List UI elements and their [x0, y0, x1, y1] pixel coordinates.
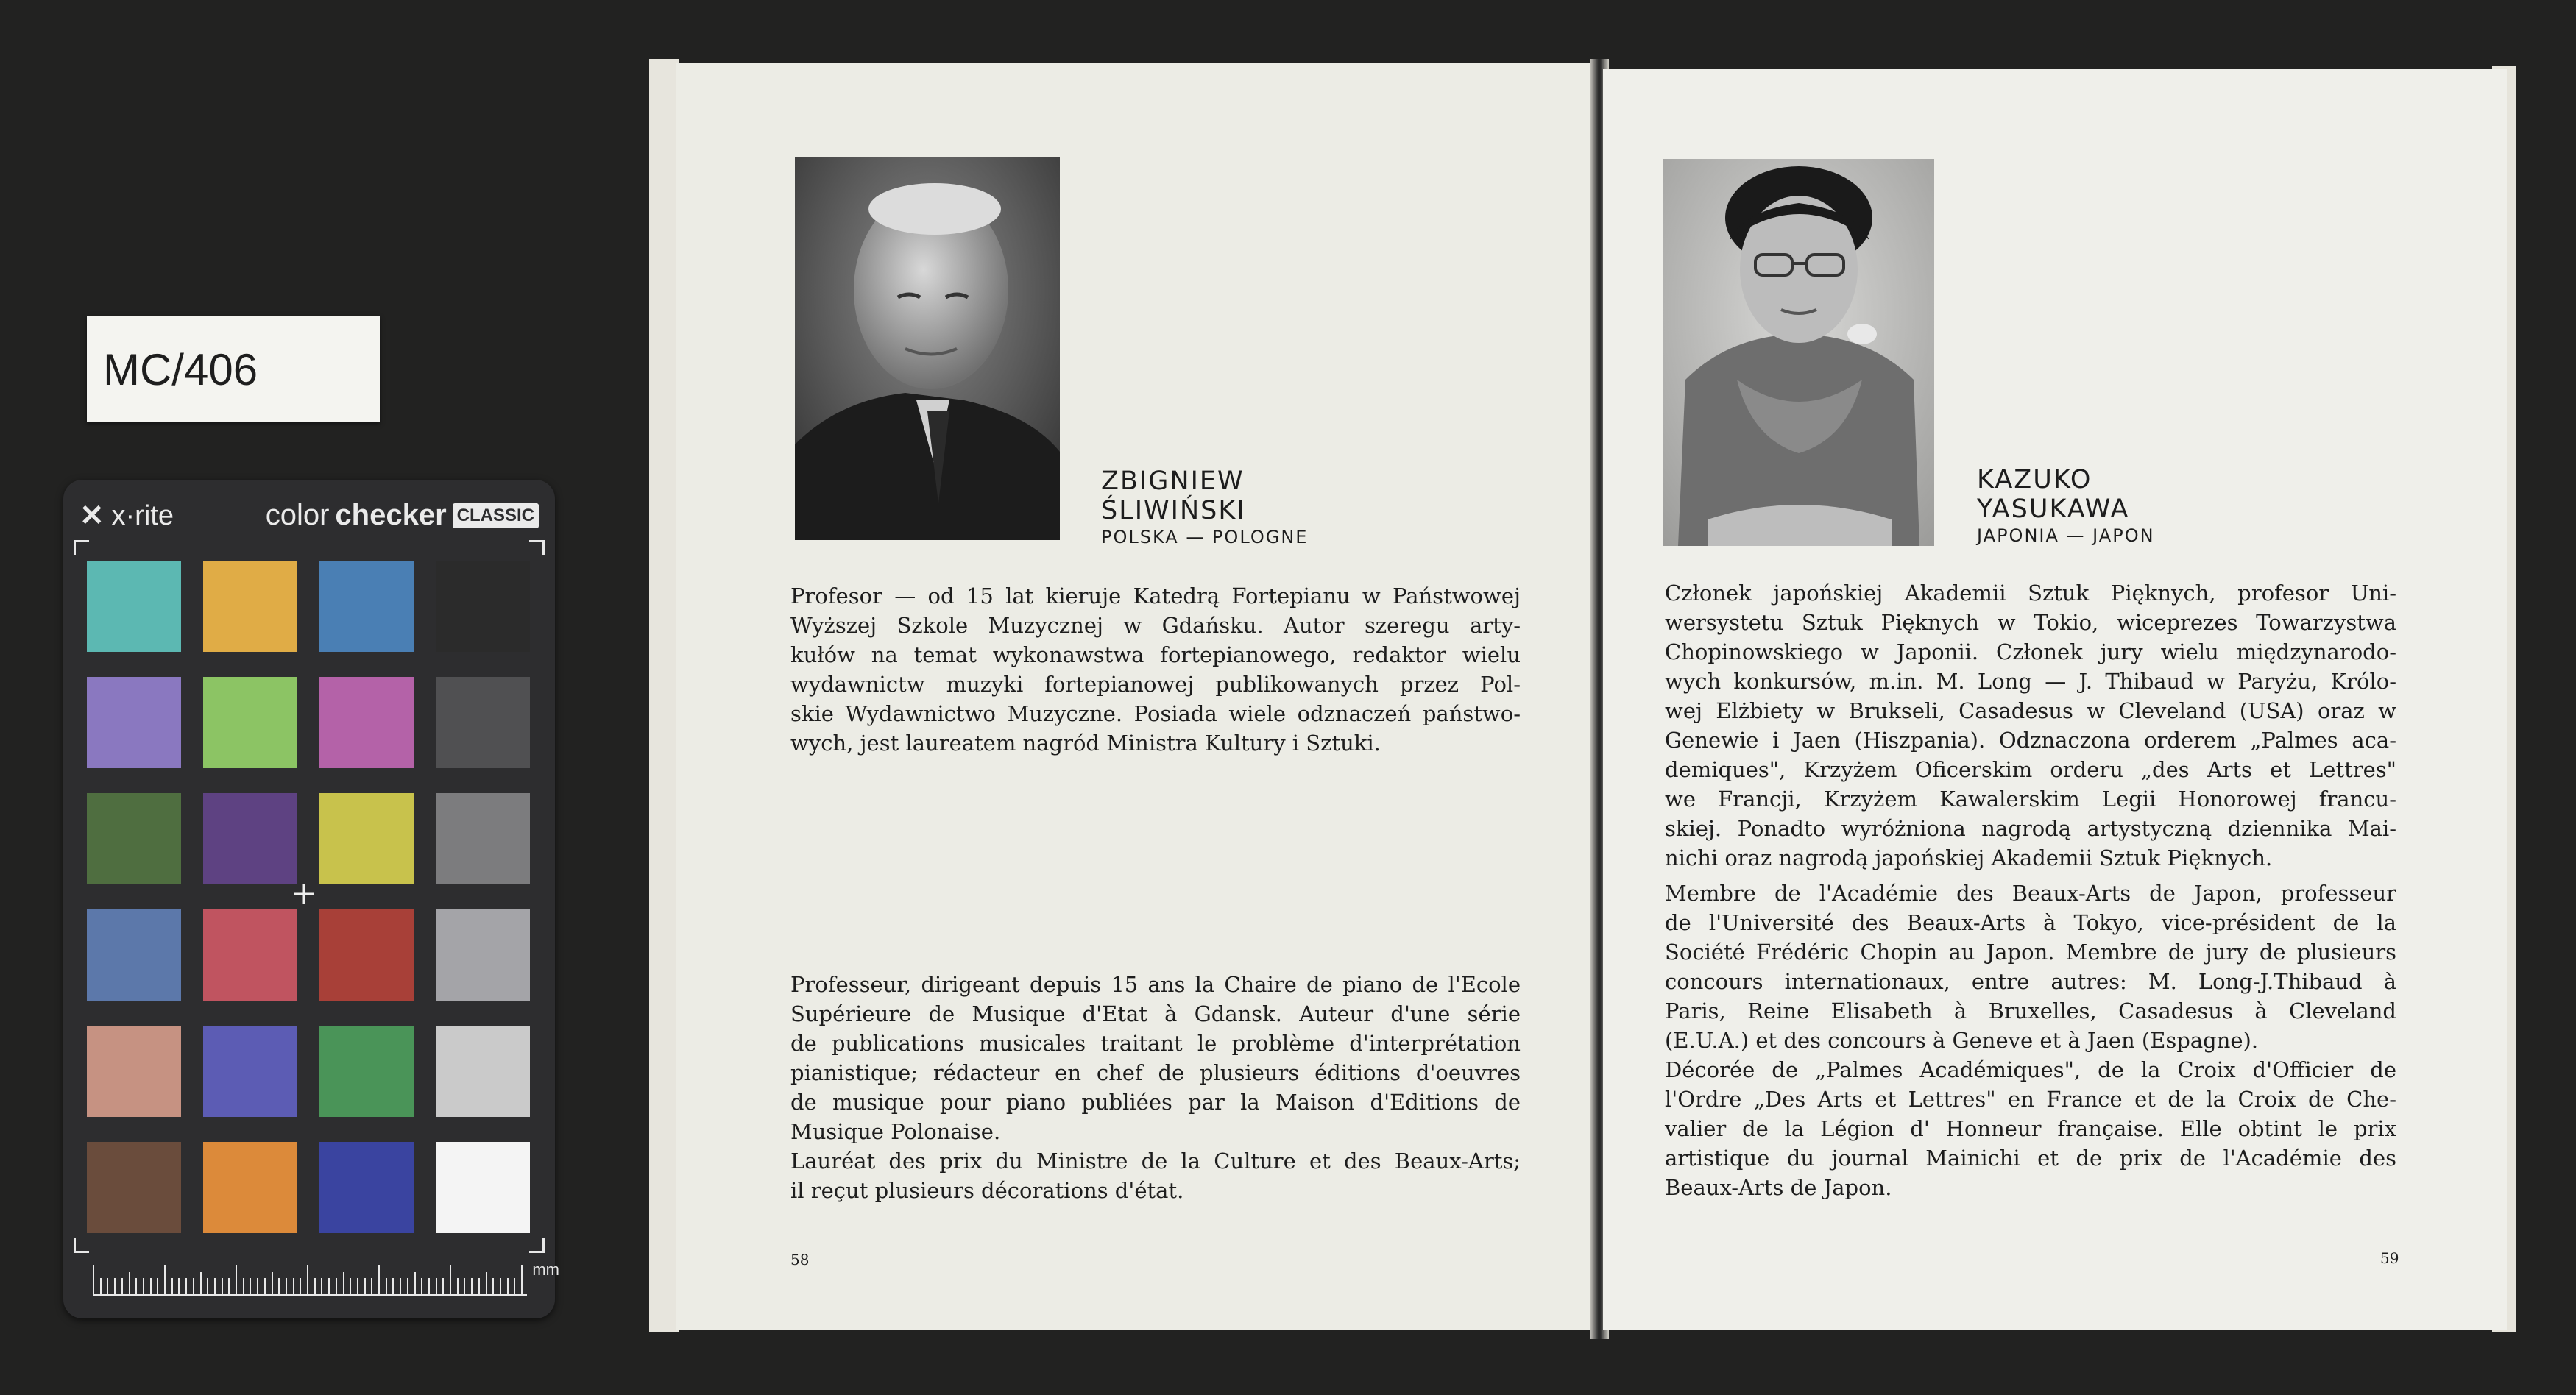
text-line: Genewie i Jaen (Hiszpania). Odznaczona orderem „Palmes aca- — [1665, 728, 2396, 753]
color-swatch — [203, 793, 297, 884]
color-swatch — [436, 1026, 530, 1117]
color-swatch — [436, 561, 530, 652]
left-page — [676, 63, 1594, 1330]
classic-badge: CLASSIC — [453, 503, 539, 528]
ruler-tick — [214, 1278, 216, 1294]
color-swatch — [319, 1142, 414, 1233]
xrite-x-icon: ✕ — [79, 500, 105, 532]
ruler-tick — [207, 1278, 208, 1294]
ruler-tick — [114, 1278, 116, 1294]
corner-mark-icon — [74, 540, 89, 555]
ruler-tick — [228, 1278, 230, 1294]
ruler-tick — [243, 1278, 244, 1294]
color-swatch — [203, 561, 297, 652]
ruler-tick — [514, 1278, 515, 1294]
text-line: pianistique; rédacteur en chef de plusieurs éditions d'oeuvres — [790, 1060, 1521, 1085]
text-line: Beaux-Arts de Japon. — [1665, 1175, 1892, 1200]
last-name: YASUKAWA — [1977, 494, 2130, 524]
color-swatch — [87, 561, 181, 652]
ruler-tick — [121, 1278, 123, 1294]
ruler-tick — [93, 1265, 94, 1294]
color-swatch — [436, 793, 530, 884]
ruler-tick — [300, 1278, 301, 1294]
text-line: de musique pour piano publiées par la Maison d'Editions de — [790, 1090, 1521, 1115]
last-name: ŚLIWIŃSKI — [1101, 496, 1246, 525]
ruler-tick — [364, 1278, 366, 1294]
ruler-tick — [507, 1278, 509, 1294]
text-line: Chopinowskiego w Japonii. Członek jury wielu międzynarodo- — [1665, 639, 2396, 664]
color-swatch — [87, 793, 181, 884]
color-swatch — [319, 793, 414, 884]
page-number: 58 — [790, 1251, 810, 1268]
ruler-tick — [400, 1278, 401, 1294]
text-line: Lauréat des prix du Ministre de la Culture et des Beaux-Arts; — [790, 1149, 1521, 1174]
ruler-tick — [157, 1278, 158, 1294]
text-line: Membre de l'Académie des Beaux-Arts de Japon, professeur — [1665, 881, 2396, 906]
color-swatch — [203, 1142, 297, 1233]
biography-polish — [1665, 578, 2396, 873]
color-swatch — [436, 909, 530, 1001]
ruler-tick — [428, 1278, 430, 1294]
ruler-tick — [164, 1265, 166, 1294]
text-line: concours internationaux, entre autres: M. Long-J.Thibaud à — [1665, 969, 2396, 994]
ruler-tick — [371, 1278, 372, 1294]
ruler-tick — [421, 1278, 422, 1294]
ruler-tick — [100, 1278, 102, 1294]
ruler-tick — [521, 1265, 523, 1294]
ruler-tick — [471, 1278, 473, 1294]
color-swatch — [436, 1142, 530, 1233]
ruler-tick — [236, 1265, 237, 1294]
ruler-tick — [307, 1265, 308, 1294]
ruler-unit: mm — [532, 1260, 559, 1279]
ruler-tick — [357, 1278, 358, 1294]
text-line: Société Frédéric Chopin au Japon. Membre de jury de plusieurs — [1665, 940, 2396, 965]
ruler-tick — [378, 1265, 380, 1294]
ruler-tick — [436, 1278, 437, 1294]
text-line: wej Elżbiety w Brukseli, Casadesus w Cleveland (USA) oraz w — [1665, 698, 2396, 723]
text-line: valier de la Légion d' Honneur française. Elle obtint le prix — [1665, 1116, 2396, 1141]
text-line: Wyższej Szkole Muzycznej w Gdańsku. Autor szeregu arty- — [790, 613, 1521, 638]
corner-mark-icon — [529, 1238, 545, 1253]
color-swatch — [203, 1026, 297, 1117]
ruler-tick — [500, 1278, 501, 1294]
text-line: nichi oraz nagrodą japońskiej Akademii Sztuk Pięknych. — [1665, 845, 2273, 870]
ruler-tick — [272, 1272, 273, 1294]
portrait-photo-sliwinski — [795, 157, 1060, 540]
ruler-tick — [178, 1278, 180, 1294]
portrait-photo-yasukawa — [1663, 159, 1934, 546]
product-name-bold: checker — [335, 499, 447, 531]
archive-label-text: MC/406 — [103, 344, 258, 394]
ruler-tick — [450, 1265, 451, 1294]
xrite-logo — [79, 499, 174, 533]
crosshair-icon — [293, 883, 315, 905]
ruler-tick — [492, 1278, 494, 1294]
name-block-yasukawa — [1977, 465, 2155, 546]
ruler-tick — [135, 1278, 137, 1294]
ruler-tick — [321, 1278, 322, 1294]
country-label: POLSKA — POLOGNE — [1101, 527, 1309, 547]
corner-mark-icon — [529, 540, 545, 555]
text-line: wydawnictw muzyki fortepianowej publikowanych przez Pol- — [790, 672, 1521, 697]
xrite-brand-text: x·rite — [111, 500, 174, 531]
ruler-tick — [407, 1278, 408, 1294]
ruler-tick — [457, 1278, 459, 1294]
ruler-tick — [171, 1278, 173, 1294]
ruler-tick — [143, 1278, 144, 1294]
biography-french — [1665, 878, 2396, 1202]
ruler-tick — [278, 1278, 280, 1294]
color-swatch — [319, 1026, 414, 1117]
text-line: de publications musicales traitant le problème d'interprétation — [790, 1031, 1521, 1056]
color-swatch — [87, 1026, 181, 1117]
ruler-tick — [414, 1272, 416, 1294]
ruler-tick — [343, 1272, 344, 1294]
ruler-tick — [200, 1272, 202, 1294]
color-swatch — [319, 677, 414, 768]
colorchecker-logo — [266, 499, 539, 532]
ruler-tick — [293, 1278, 294, 1294]
page-number: 59 — [2380, 1249, 2399, 1267]
color-swatch — [87, 1142, 181, 1233]
text-line: Paris, Reine Elisabeth à Bruxelles, Casadesus à Cleveland — [1665, 998, 2396, 1023]
ruler-tick — [350, 1278, 351, 1294]
text-line: skiej. Ponadto wyróżniona nagrodą artystyczną dziennika Mai- — [1665, 816, 2396, 841]
ruler-tick — [193, 1278, 194, 1294]
biography-polish — [790, 581, 1521, 758]
text-line: il reçut plusieurs décorations d'état. — [790, 1178, 1184, 1203]
ruler-tick — [185, 1278, 187, 1294]
ruler-tick — [392, 1278, 394, 1294]
right-page — [1603, 69, 2507, 1330]
text-line: demiques", Krzyżem Oficerskim orderu „des Arts et Lettres" — [1665, 757, 2396, 782]
text-line: wersystetu Sztuk Pięknych w Tokio, wiceprezes Towarzystwa — [1665, 610, 2396, 635]
text-line: Supérieure de Musique d'Etat à Gdansk. Auteur d'une série — [790, 1001, 1521, 1026]
text-line: Członek japońskiej Akademii Sztuk Pięknych, profesor Uni- — [1665, 581, 2396, 606]
ruler-scale — [93, 1260, 559, 1296]
text-line: Décorée de „Palmes Académiques", de la Croix d'Officier de — [1665, 1057, 2396, 1082]
ruler-tick — [286, 1278, 287, 1294]
text-line: Profesor — od 15 lat kieruje Katedrą Fortepianu w Państwowej — [790, 583, 1521, 608]
text-line: skie Wydawnictwo Muzyczne. Posiada wiele odznaczeń państwo- — [790, 701, 1521, 726]
archive-label — [87, 316, 380, 422]
text-line: Musique Polonaise. — [790, 1119, 1001, 1144]
text-line: wych, jest laureatem nagród Ministra Kultury i Sztuki. — [790, 731, 1381, 756]
ruler-tick — [386, 1278, 387, 1294]
text-line: kułów na temat wykonawstwa fortepianowego, redaktor wielu — [790, 642, 1521, 667]
ruler-tick — [328, 1278, 330, 1294]
text-line: l'Ordre „Des Arts et Lettres" en France et de la Croix de Che- — [1665, 1087, 2396, 1112]
text-line: wych konkursów, m.in. M. Long — J. Thibaud w Paryżu, Królo- — [1665, 669, 2396, 694]
color-swatch — [87, 677, 181, 768]
ruler-tick — [150, 1278, 152, 1294]
ruler-tick — [486, 1272, 487, 1294]
color-swatch — [203, 909, 297, 1001]
text-line: Professeur, dirigeant depuis 15 ans la Chaire de piano de l'Ecole — [790, 972, 1521, 997]
text-line: (E.U.A.) et des concours à Geneve et à Jaen (Espagne). — [1665, 1028, 2259, 1053]
ruler-tick — [250, 1278, 251, 1294]
biography-french — [790, 970, 1521, 1205]
text-line: de l'Université des Beaux-Arts à Tokyo, vice-président de la — [1665, 910, 2396, 935]
text-line: artistique du journal Mainichi et de prix de l'Académie des — [1665, 1146, 2396, 1171]
name-block-sliwinski — [1101, 466, 1308, 547]
first-name: KAZUKO — [1977, 465, 2092, 494]
country-label: JAPONIA — JAPON — [1977, 525, 2155, 546]
ruler-tick — [464, 1278, 465, 1294]
ruler-tick — [129, 1272, 130, 1294]
ruler-tick — [314, 1278, 316, 1294]
first-name: ZBIGNIEW — [1101, 466, 1245, 496]
corner-mark-icon — [74, 1238, 89, 1253]
ruler-tick — [107, 1278, 108, 1294]
ruler-tick — [257, 1278, 258, 1294]
ruler-tick — [442, 1278, 444, 1294]
color-swatch — [87, 909, 181, 1001]
product-name-light: color — [265, 499, 330, 531]
color-swatch — [436, 677, 530, 768]
color-swatch — [203, 677, 297, 768]
ruler-tick — [478, 1278, 480, 1294]
color-swatch — [319, 909, 414, 1001]
ruler-tick — [264, 1278, 266, 1294]
color-swatch — [319, 561, 414, 652]
book-page-edges-left — [649, 59, 679, 1332]
ruler-tick — [336, 1278, 337, 1294]
text-line: we Francji, Krzyżem Kawalerskim Legii Honorowej francu- — [1665, 787, 2396, 812]
ruler-tick — [222, 1278, 223, 1294]
